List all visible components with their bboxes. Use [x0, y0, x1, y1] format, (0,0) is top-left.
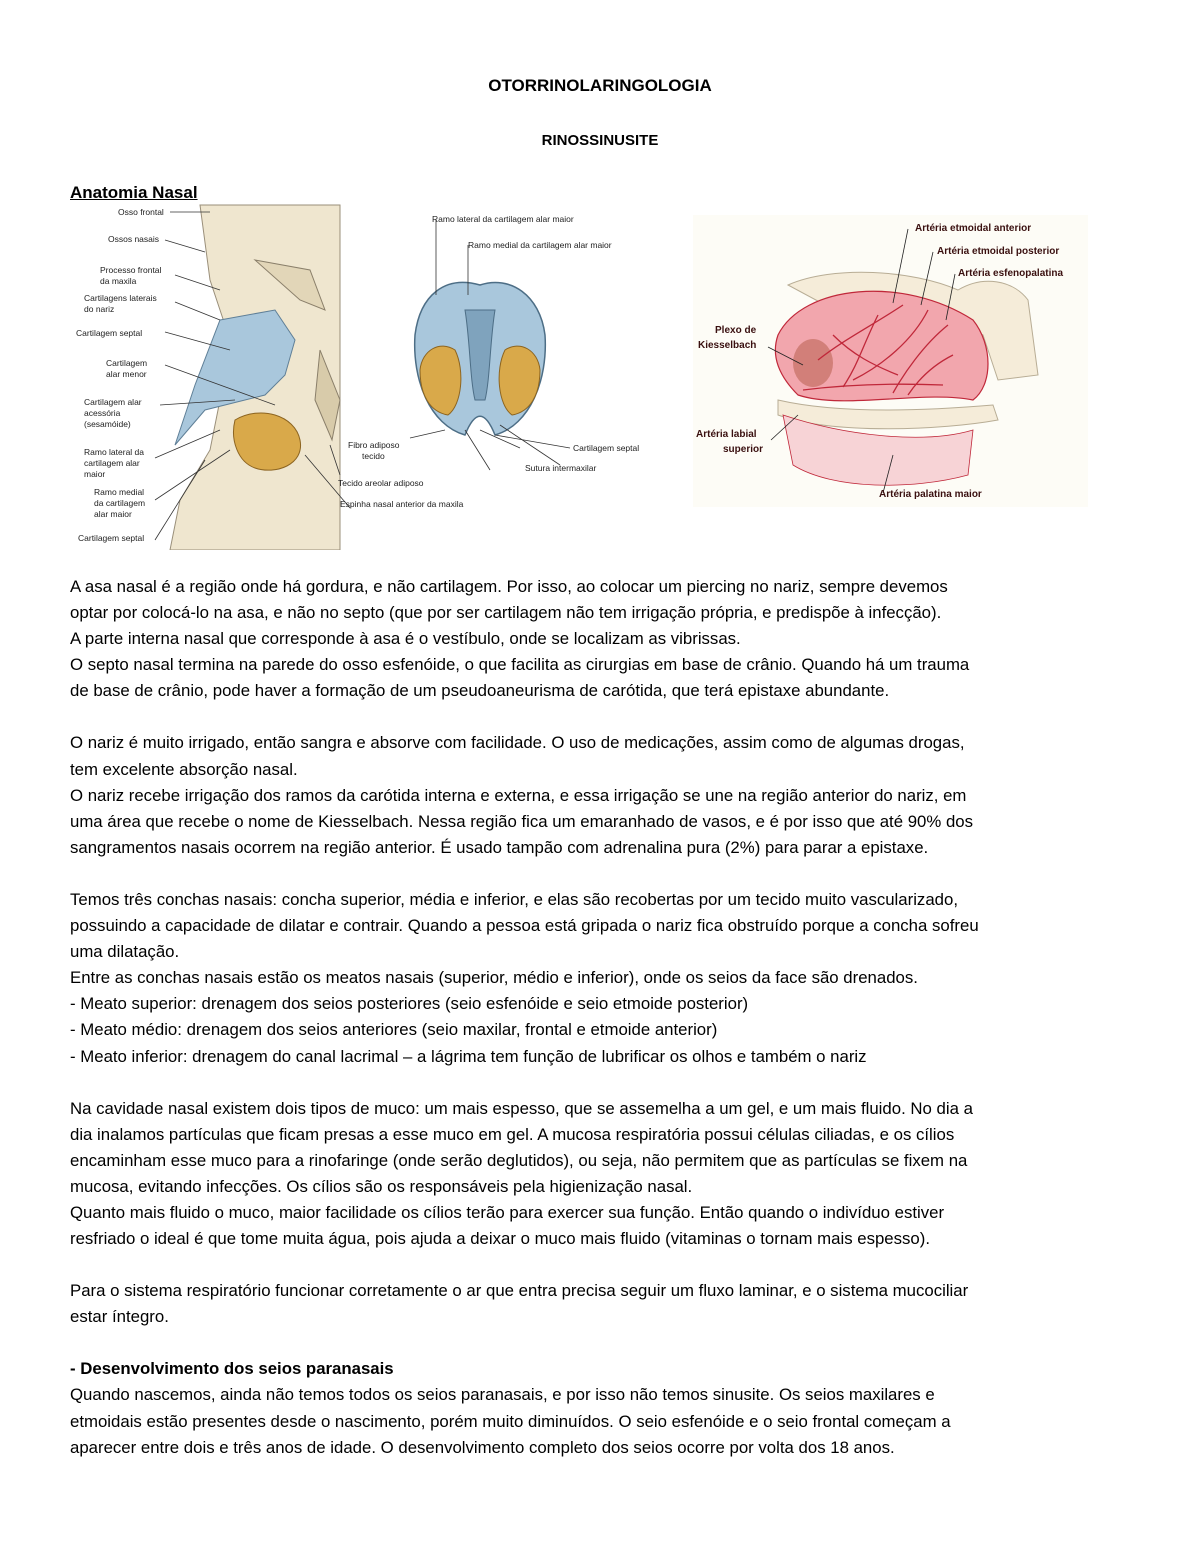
label-kiesselbach: Kiesselbach	[698, 340, 757, 351]
paragraph-line: resfriado o ideal é que tome muita água, pois ajuda a deixar o muco mais fluido (vitaminas o tornam mais espesso).	[70, 1229, 931, 1249]
label-sesamoide: (sesamóide)	[84, 419, 131, 429]
label-fibro-adiposo: Fibro adiposo	[348, 440, 400, 450]
label-alar-menor: alar menor	[106, 369, 147, 379]
list-item: - Meato inferior: drenagem do canal lacrimal – a lágrima tem função de lubrificar os olhos e também o nariz	[70, 1046, 867, 1066]
paragraph-line: tem excelente absorção nasal.	[70, 759, 298, 779]
label-da-maxila: da maxila	[100, 276, 137, 286]
paragraph-line: etmoidais estão presentes desde o nascimento, porém muito diminuídos. O seio esfenóide e o seio frontal começam a	[70, 1411, 951, 1431]
label-arteria-esfenopalatina: Artéria esfenopalatina	[958, 268, 1064, 279]
label-cartilagem-septal-top: Cartilagem septal	[76, 328, 143, 338]
label-cartilagem-septal-right: Cartilagem septal	[573, 443, 640, 453]
label-arteria-etmoidal-anterior: Artéria etmoidal anterior	[915, 223, 1032, 234]
paragraph-line: Quanto mais fluido o muco, maior facilidade os cílios terão para exercer sua função. Então quando o indivíduo estiver	[70, 1202, 945, 1222]
paragraph-line: Na cavidade nasal existem dois tipos de muco: um mais espesso, que se assemelha a um gel, e um mais fluido. No dia a	[70, 1098, 973, 1118]
paragraph-line: A asa nasal é a região onde há gordura, e não cartilagem. Por isso, ao colocar um piercing no nariz, sempre devemos	[70, 577, 948, 596]
label-cartilagens-laterais: Cartilagens laterais	[84, 293, 157, 303]
subsection-heading: - Desenvolvimento dos seios paranasais	[70, 1359, 394, 1379]
label-arteria-palatina-maior: Artéria palatina maior	[879, 489, 982, 500]
label-superior: superior	[723, 444, 764, 455]
label-ossos-nasais: Ossos nasais	[108, 234, 160, 244]
list-item: - Meato superior: drenagem dos seios posteriores (seio esfenóide e seio etmoide posterior)	[70, 994, 749, 1014]
label-osso-frontal: Osso frontal	[118, 207, 164, 217]
paragraph-line: uma dilatação.	[70, 942, 180, 962]
label-cartilagem-alar: Cartilagem alar	[84, 397, 142, 407]
nasal-cartilage-figure	[70, 200, 660, 550]
label-maior: maior	[84, 469, 106, 479]
label-ramo-medial-inferior: Ramo medial da cartilagem alar maior	[468, 240, 612, 250]
label-do-nariz: do nariz	[84, 304, 115, 314]
paragraph-line: encaminham esse muco para a rinofaringe (onde serão deglutidos), ou seja, não permitem que as partículas se fixem na	[70, 1150, 968, 1170]
label-arteria-etmoidal-posterior: Artéria etmoidal posterior	[937, 246, 1060, 257]
label-cartilagem-septal-bottom: Cartilagem septal	[78, 533, 145, 543]
label-tecido: tecido	[362, 451, 385, 461]
paragraph-line: Para o sistema respiratório funcionar corretamente o ar que entra precisa seguir um fluxo laminar, e o sistema mucociliar	[70, 1281, 969, 1301]
paragraph-line: sangramentos nasais ocorrem na região anterior. É usado tampão com adrenalina pura (2%) para parar a epistaxe.	[70, 837, 929, 857]
paragraph-line: O nariz recebe irrigação dos ramos da carótida interna e externa, e essa irrigação se une na região anterior do nariz, em	[70, 785, 967, 805]
document-title: OTORRINOLARINGOLOGIA	[488, 76, 712, 95]
label-processo-frontal: Processo frontal	[100, 265, 162, 275]
body-text	[70, 574, 1140, 1461]
paragraph-line: Temos três conchas nasais: concha superior, média e inferior, e elas são recobertas por um tecido muito vascularizado,	[70, 889, 958, 909]
label-cartilagem-alar-2: cartilagem alar	[84, 458, 140, 468]
paragraph-line: de base de crânio, pode haver a formação de um pseudoaneurisma de carótida, que terá epistaxe abundante.	[70, 681, 890, 701]
paragraph-line: Quando nascemos, ainda não temos todos os seios paranasais, e por isso não temos sinusite. Os seios maxilares e	[70, 1385, 935, 1405]
document-subtitle: RINOSSINUSITE	[541, 132, 659, 149]
paragraph-line: uma área que recebe o nome de Kiesselbach. Nessa região fica um emaranhado de vasos, e é por isso que até 90% dos	[70, 811, 974, 831]
label-acessoria: acessória	[84, 408, 121, 418]
paragraph-line: A parte interna nasal que corresponde à asa é o vestíbulo, onde se localizam as vibrissas.	[70, 629, 741, 649]
paragraph-line: estar íntegro.	[70, 1307, 169, 1327]
paragraph-line: O nariz é muito irrigado, então sangra e absorve com facilidade. O uso de medicações, assim como de algumas drogas,	[70, 733, 965, 753]
label-sutura-intermaxilar: Sutura intermaxilar	[525, 463, 597, 473]
label-espinha-nasal: Espinha nasal anterior da maxila	[340, 499, 464, 509]
paragraph-line: Entre as conchas nasais estão os meatos nasais (superior, médio e inferior), onde os seios da face são drenados.	[70, 968, 918, 988]
paragraph-line: optar por colocá-lo na asa, e não no septo (que por ser cartilagem não tem irrigação própria, e predispõe à infecção).	[70, 603, 942, 623]
label-alar-maior: alar maior	[94, 509, 132, 519]
label-arteria-labial: Artéria labial	[696, 429, 757, 440]
paragraph-line: O septo nasal termina na parede do osso esfenóide, o que facilita as cirurgias em base de crânio. Quando há um trauma	[70, 655, 970, 675]
label-cartilagem: Cartilagem	[106, 358, 148, 368]
paragraph-line: dia inalamos partículas que ficam presas a esse muco em gel. A mucosa respiratória possui células ciliadas, e os cílios	[70, 1124, 955, 1144]
list-item: - Meato médio: drenagem dos seios anteriores (seio maxilar, frontal e etmoide anterior)	[70, 1020, 718, 1040]
nasal-artery-figure	[693, 215, 1088, 507]
label-ramo-lateral: Ramo lateral da	[84, 447, 145, 457]
label-ramo-lateral-inferior: Ramo lateral da cartilagem alar maior	[432, 214, 574, 224]
paragraph-line: mucosa, evitando infecções. Os cílios são os responsáveis pela higienização nasal.	[70, 1176, 693, 1196]
section-heading-anatomia: Anatomia Nasal	[70, 183, 198, 202]
label-ramo-medial: Ramo medial	[94, 487, 145, 497]
paragraph-line: possuindo a capacidade de dilatar e contrair. Quando a pessoa está gripada o nariz fica obstruído porque a concha sofreu	[70, 916, 979, 936]
label-plexo-de: Plexo de	[715, 325, 757, 336]
label-da-cartilagem: da cartilagem	[94, 498, 146, 508]
paragraph-line: aparecer entre dois e três anos de idade. O desenvolvimento completo dos seios ocorre por volta dos 18 anos.	[70, 1437, 895, 1457]
label-tecido-areolar: Tecido areolar adiposo	[338, 478, 424, 488]
